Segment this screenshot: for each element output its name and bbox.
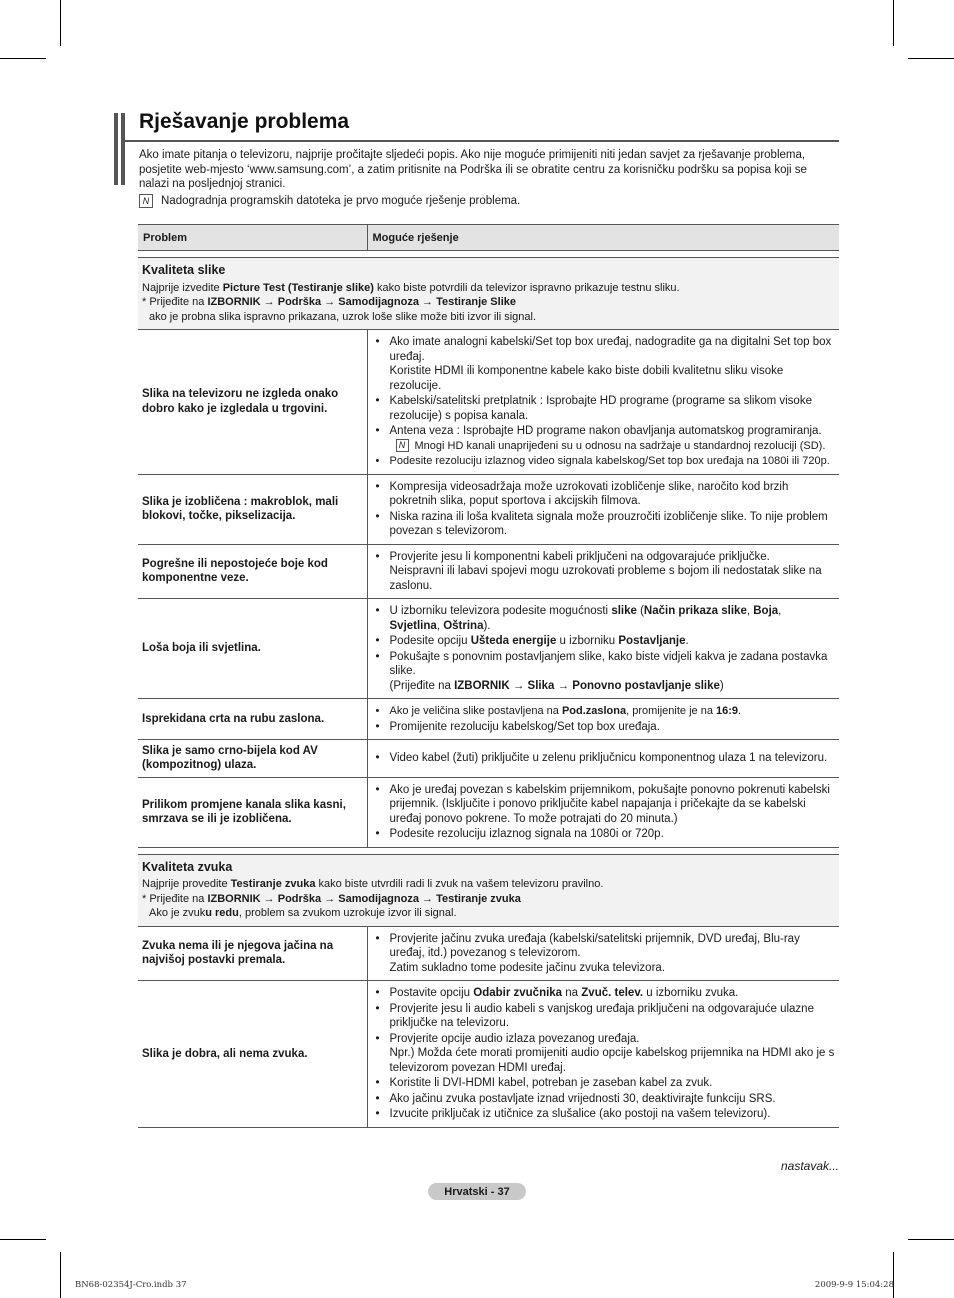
- list-item: • Kabelski/satelitski pretplatnik : Isprobajte HD programe (programe sa slikom visoke rezolucije) s popisa kanala.: [376, 394, 836, 423]
- table-row: [138, 981, 839, 1128]
- crop-mark: [908, 1239, 954, 1240]
- list-item: • Provjerite opcije audio izlaza povezanog uređaja. Npr.) Možda ćete morati promijeniti audio opcije kabelskog prijemnika na HDMI ako je s televizorom povezan HDMI uređaj.: [376, 1032, 836, 1076]
- solution-cell: [367, 740, 839, 778]
- solution-cell: [367, 330, 839, 475]
- table-row: [138, 474, 839, 544]
- crop-mark: [60, 0, 61, 46]
- problem-cell: Slika je izobličena : makroblok, mali blokovi, točke, pikselizacija.: [138, 474, 367, 544]
- header-problem: Problem: [138, 225, 367, 251]
- note-text: Nadogradnja programskih datoteka je prvo moguće rješenje problema.: [161, 195, 521, 207]
- list-item: • Provjerite jesu li komponentni kabeli priključeni na odgovarajuće priključke. Neispravni ili labavi spojevi mogu uzrokovati probleme s bojom ili nedostatak slike na zaslonu.: [376, 550, 836, 594]
- crop-mark: [893, 1252, 894, 1298]
- table-row: [138, 699, 839, 740]
- section-line: Najprije izvedite Picture Test (Testiranje slike) kako biste potvrdili da televizor ispravno prikazuje testnu sliku.: [142, 281, 680, 294]
- solution-cell: [367, 981, 839, 1128]
- section-line: Najprije provedite Testiranje zvuka kako biste utvrdili radi li zvuk na vašem televizoru pravilno.: [142, 878, 604, 890]
- list-item: • Ako je uređaj povezan s kabelskim prijemnikom, pokušajte ponovno pokrenuti kabelski prijemnik. (Isključite i ponovo priključite kabel napajanja i pričekajte da se kabelski uređaj ponovo pokrene. To može potrajati do 20 minuta.): [376, 783, 836, 827]
- section-line: * Prijeđite na IZBORNIK → Podrška → Samodijagnoza → Testiranje zvuka: [142, 892, 521, 905]
- footer-file: BN68-02354J-Cro.indb 37: [75, 1280, 187, 1290]
- table-row: [138, 330, 839, 475]
- solution-cell: [367, 544, 839, 599]
- list-item: • Provjerite jačinu zvuka uređaja (kabelski/satelitski prijemnik, DVD uređaj, Blu-ray uređaj, itd.) povezanog s televizorom. Zatim sukladno tome podesite jačinu zvuka televizora.: [376, 932, 836, 976]
- note-icon: N: [139, 194, 153, 208]
- solution-cell: [367, 599, 839, 699]
- problem-cell: Isprekidana crta na rubu zaslona.: [138, 699, 367, 740]
- table-row: [138, 740, 839, 778]
- list-item: • Ako jačinu zvuka postavljate iznad vrijednosti 30, deaktivirajte funkciju SRS.: [376, 1092, 836, 1107]
- list-item: • Podesite rezoluciju izlaznog signala na 1080i or 720p.: [376, 827, 836, 842]
- table-row: [138, 599, 839, 699]
- solution-cell: [367, 926, 839, 981]
- solution-cell: [367, 699, 839, 740]
- page-title: Rješavanje problema: [139, 110, 350, 133]
- note-line: [139, 194, 520, 208]
- title-rule: [125, 140, 839, 142]
- problem-cell: Slika je samo crno-bijela kod AV (kompozitnog) ulaza.: [138, 740, 367, 778]
- section-title: Kvaliteta slike: [142, 263, 226, 277]
- crop-mark: [0, 58, 46, 59]
- section-title: Kvaliteta zvuka: [142, 859, 233, 874]
- list-item: • Podesite opciju Ušteda energije u izborniku Postavljanje.: [376, 634, 836, 649]
- crop-mark: [60, 1252, 61, 1298]
- continued-label: nastavak...: [780, 1159, 839, 1173]
- list-item: • Podesite rezoluciju izlaznog video signala kabelskog/Set top box uređaja na 1080i ili 720p.: [376, 454, 836, 469]
- crop-mark: [0, 1239, 46, 1240]
- list-item: • Promijenite rezoluciju kabelskog/Set top box uređaja.: [376, 720, 836, 735]
- note-icon: N: [396, 439, 409, 452]
- list-item: • Antena veza : Isprobajte HD programe nakon obavljanja automatskog programiranja. N Mnogi HD kanali unaprijeđeni su u odnosu na sadržaje u standardnoj rezoluciji (SD).: [376, 424, 836, 453]
- list-item: • U izborniku televizora podesite mogućnosti slike (Način prikaza slike, Boja, Svjetlina, Oštrina).: [376, 604, 836, 633]
- list-item: • Video kabel (žuti) priključite u zelenu priključnicu komponentnog ulaza 1 na televizoru.: [376, 751, 836, 766]
- table-header: [138, 225, 839, 251]
- page-number-badge: Hrvatski - 37: [428, 1183, 526, 1200]
- section-line: ako je probna slika ispravno prikazana, uzrok loše slike može biti izvor ili signal.: [149, 310, 537, 323]
- crop-mark: [908, 58, 954, 59]
- table-row: [138, 544, 839, 599]
- list-item: • Ako je veličina slike postavljena na Pod.zaslona, promijenite je na 16:9.: [376, 704, 836, 719]
- footer-date: 2009-9-9 15:04:28: [814, 1280, 894, 1290]
- problem-cell: Loša boja ili svjetlina.: [138, 599, 367, 699]
- problem-cell: Slika je dobra, ali nema zvuka.: [138, 981, 367, 1128]
- list-item: • Provjerite jesu li audio kabeli s vanjskog uređaja priključeni na odgovarajuće ulazne priključke na televizoru.: [376, 1002, 836, 1031]
- list-item: • Ako imate analogni kabelski/Set top box uređaj, nadogradite ga na digitalni Set top box uređaj. Koristite HDMI ili komponentne kabele kako biste dobili kvalitetnu sliku visoke rezolucije.: [376, 335, 836, 393]
- solution-cell: [367, 474, 839, 544]
- solution-cell: [367, 777, 839, 847]
- table-row: [138, 926, 839, 981]
- header-solution: Moguće rješenje: [367, 225, 839, 251]
- section-picture: [138, 258, 839, 330]
- crop-mark: [893, 0, 894, 46]
- list-item: • Izvucite priključak iz utičnice za slušalice (ako postoji na vašem televizoru).: [376, 1107, 836, 1122]
- section-line: * Prijeđite na IZBORNIK → Podrška → Samodijagnoza → Testiranje Slike: [142, 296, 516, 308]
- section-line: Ako je zvuku redu, problem sa zvukom uzrokuje izvor ili signal.: [149, 907, 457, 919]
- list-item: • Pokušajte s ponovnim postavljanjem slike, kako biste vidjeli kakva je zadana postavka slike. (Prijeđite na IZBORNIK → Slika → Ponovno postavljanje slike): [376, 650, 836, 694]
- problem-cell: Prilikom promjene kanala slika kasni, smrzava se ili je izobličena.: [138, 777, 367, 847]
- list-item: • Postavite opciju Odabir zvučnika na Zvuč. telev. u izborniku zvuka.: [376, 986, 836, 1001]
- list-item: • Kompresija videosadržaja može uzrokovati izobličenje slike, naročito kod brzih pokretnih slika, poput sportova i akcijskih filmova.: [376, 480, 836, 509]
- list-item: • Koristite li DVI-HDMI kabel, potreban je zaseban kabel za zvuk.: [376, 1076, 836, 1091]
- problem-cell: Zvuka nema ili je njegova jačina na najvišoj postavki premala.: [138, 926, 367, 981]
- side-bar: [114, 113, 118, 185]
- problem-cell: Slika na televizoru ne izgleda onako dobro kako je izgledala u trgovini.: [138, 330, 367, 475]
- table-row: [138, 777, 839, 847]
- intro-text: Ako imate pitanja o televizoru, najprije pročitajte sljedeći popis. Ako nije moguće primijeniti niti jedan savjet za rješavanje problema, posjetite web-mjesto ‘www.samsung.com’, a zatim pritisnite na Podrška ili se obratite centru za korisničku podršku sa popisa koji se nalazi na posljednjoj stranici.: [139, 149, 807, 190]
- problem-cell: Pogrešne ili nepostojeće boje kod komponentne veze.: [138, 544, 367, 599]
- side-bar: [121, 113, 125, 185]
- troubleshooting-table: [138, 224, 839, 1128]
- list-item: • Niska razina ili loša kvaliteta signala može prouzročiti izobličenje slike. To nije problem povezan s televizorom.: [376, 510, 836, 539]
- section-sound: [138, 854, 839, 926]
